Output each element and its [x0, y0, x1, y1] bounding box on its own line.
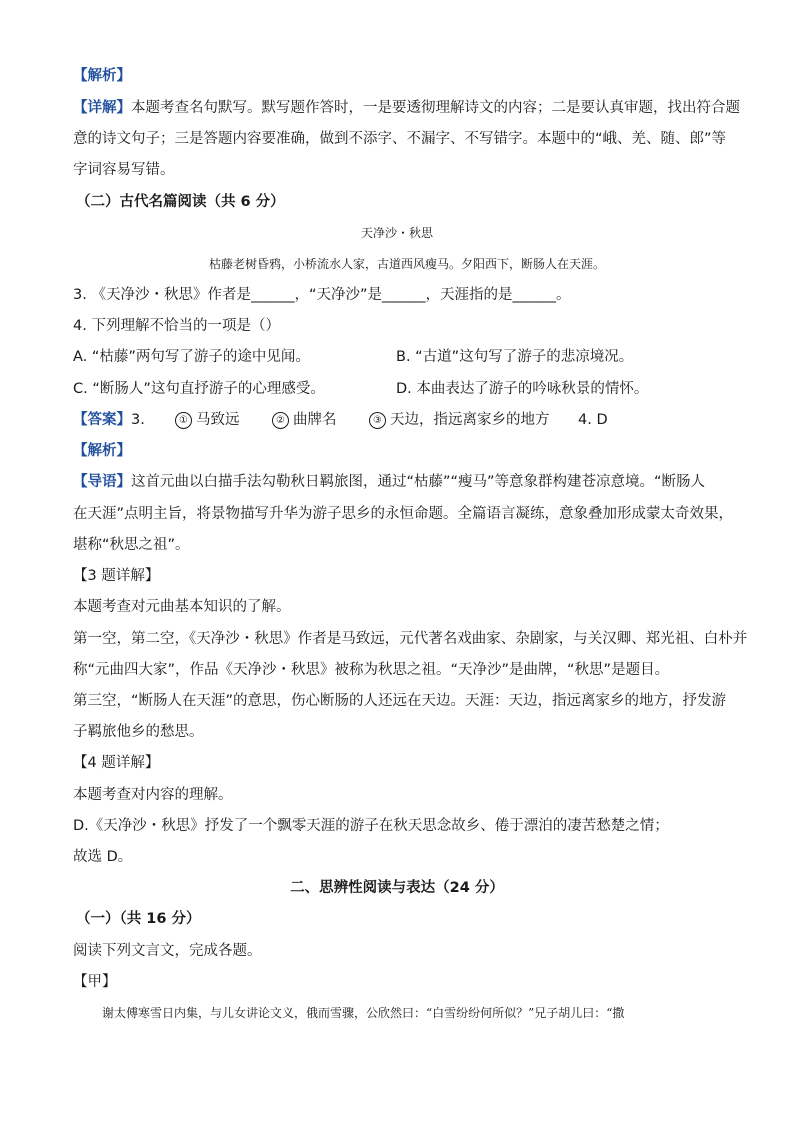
analysis-heading: 【解析】	[73, 68, 131, 84]
q4-detail-line: 本题考查对内容的理解。	[73, 787, 233, 803]
analysis-heading: 【解析】	[73, 443, 131, 459]
part-subtitle: （一）（共 16 分）	[76, 911, 201, 927]
q3-detail-line: 本题考查对元曲基本知识的了解。	[73, 599, 291, 615]
detail-paragraph-line: 字词容易写错。	[73, 162, 175, 178]
part-title: 二、思辨性阅读与表达（24 分）	[290, 880, 504, 896]
question-3: 3. 《天净沙・秋思》作者是______，“天净沙”是______，天涯指的是______。	[73, 287, 571, 303]
intro-paragraph-line: 堪称“秋思之祖”。	[73, 537, 190, 553]
poem-title: 天净沙・秋思	[360, 226, 433, 240]
intro-label: 【导语】	[73, 474, 131, 490]
detail-paragraph-line: 意的诗文句子；三是答题内容要准确，做到不添字、不漏字、不写错字。本题中的“峨、羌、随、郎”等	[73, 131, 727, 147]
option-a: A. “枯藤”两句写了游子的途中见闻。	[73, 349, 310, 365]
q3-detail-line: 第三空，“断肠人在天涯”的意思，伤心断肠的人还远在天边。天涯：天边，指远离家乡的地方，抒发游	[73, 693, 727, 709]
q4-detail-heading: 【4 题详解】	[73, 755, 160, 771]
answer-item: ② 曲牌名	[272, 410, 337, 430]
option-d: D. 本曲表达了游子的吟咏秋景的情怀。	[396, 381, 649, 397]
q4-detail-line: D.《天净沙・秋思》抒发了一个飘零天涯的游子在秋天思念故乡、倦于漂泊的凄苦愁楚之情；	[73, 818, 669, 834]
detail-label: 【详解】	[73, 100, 131, 116]
answer-item: ③ 天边，指远离家乡的地方	[369, 410, 550, 430]
q3-detail-line: 第一空，第二空，《天净沙・秋思》作者是马致远，元代著名戏曲家、杂剧家，与关汉卿、郑光祖、白朴并	[73, 631, 748, 647]
option-b: B. “古道”这句写了游子的悲凉境况。	[396, 349, 634, 365]
q3-detail-line: 称“元曲四大家”，作品《天净沙・秋思》被称为秋思之祖。“天净沙”是曲牌，“秋思”是题目。	[73, 662, 670, 678]
intro-paragraph-line: 【导语】这首元曲以白描手法勾勒秋日羁旅图，通过“枯藤”“瘦马”等意象群构建苍凉意境。“断肠人	[73, 474, 706, 490]
passage-jia-label: 【甲】	[73, 974, 117, 990]
answer-item: ① 马致远	[175, 410, 240, 430]
reading-instruction: 阅读下列文言文，完成各题。	[73, 943, 262, 959]
answer-qnum: 3.	[131, 412, 145, 428]
option-c: C. “断肠人”这句直抒游子的心理感受。	[73, 381, 325, 397]
q3-detail-heading: 【3 题详解】	[73, 568, 160, 584]
poem-text: 枯藤老树昏鸦，小桥流水人家，古道西风瘦马。夕阳西下，断肠人在天涯。	[208, 257, 605, 271]
classical-text-line: 谢太傅寒雪日内集，与儿女讲论文义，俄而雪骤，公欣然曰：“白雪纷纷何所似？”兄子胡儿曰：“撒	[102, 1006, 625, 1020]
answer-row	[73, 410, 145, 430]
detail-paragraph-line: 【详解】本题考查名句默写。默写题作答时，一是要透彻理解诗文的内容；二是要认真审题，找出符合题	[73, 100, 740, 116]
q3-detail-line: 子羁旅他乡的愁思。	[73, 724, 204, 740]
section-title: （二）古代名篇阅读（共 6 分）	[76, 194, 285, 210]
intro-paragraph-line: 在天涯”点明主旨，将景物描写升华为游子思乡的永恒命题。全篇语言凝练，意象叠加形成蒙太奇效果，	[73, 506, 734, 522]
q4-detail-line: 故选 D。	[73, 849, 133, 865]
question-4-stem: 4. 下列理解不恰当的一项是（）	[73, 318, 280, 334]
answer-label: 【答案】	[73, 412, 131, 428]
answer-q4: 4. D	[578, 412, 608, 428]
